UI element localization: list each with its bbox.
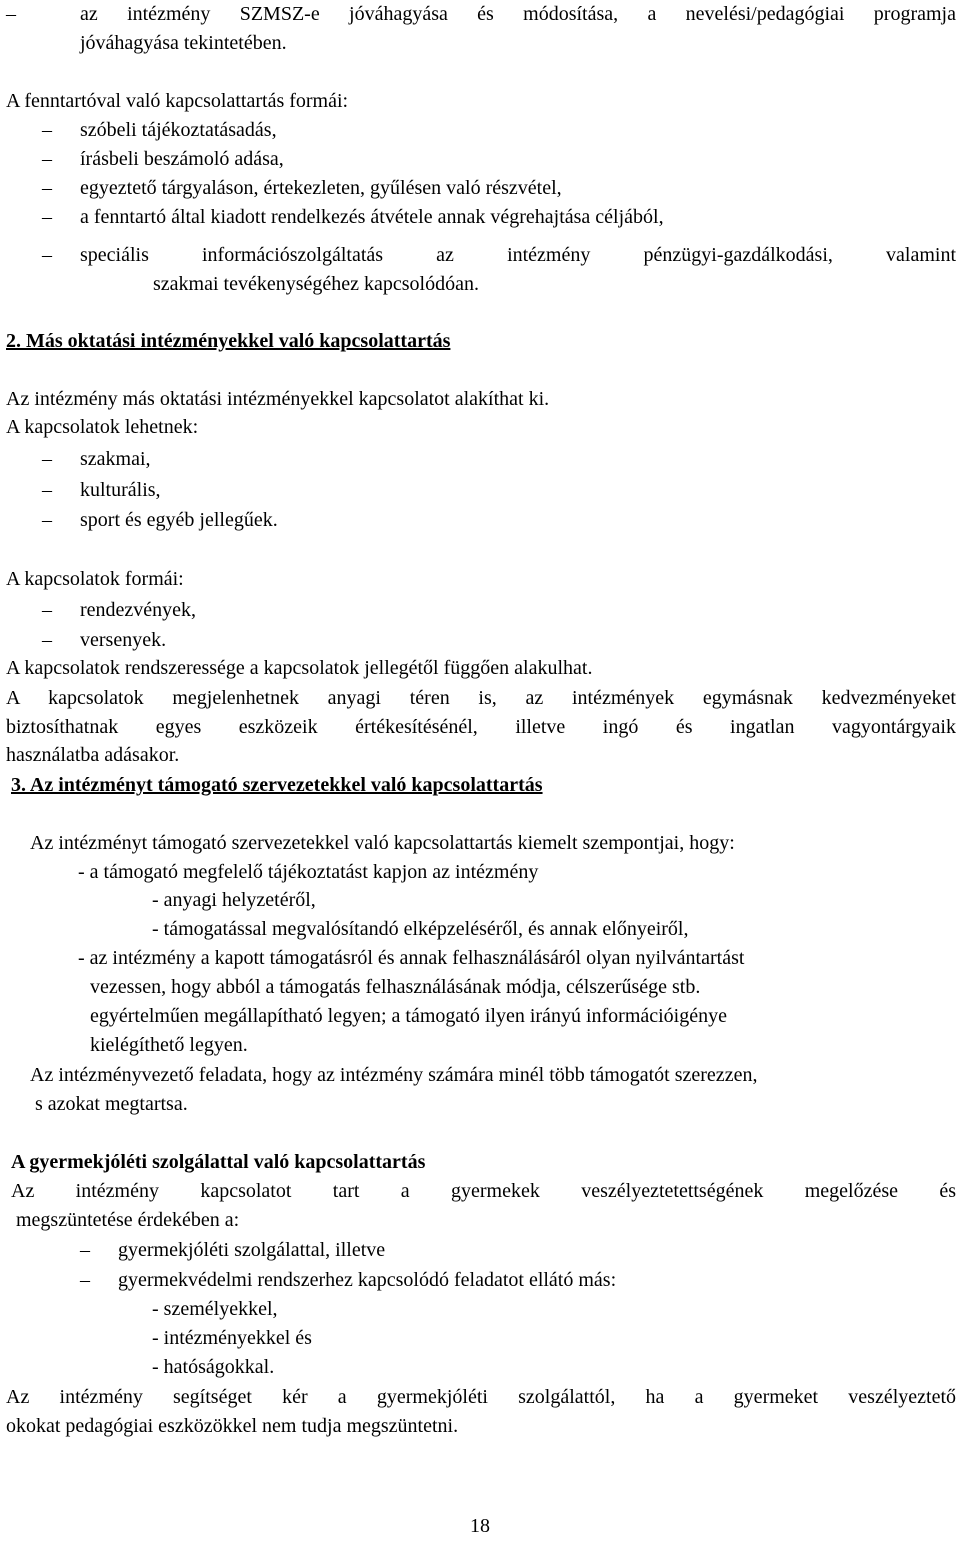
section3-line: - támogatással megvalósítandó elképzeléséről, és annak előnyeiről, bbox=[152, 918, 689, 940]
form-item: rendezvények, bbox=[80, 599, 197, 621]
kind-item: szakmai, bbox=[80, 448, 151, 470]
fenntarto-item: a fenntartó által kiadott rendelkezés átvétele annak végrehajtása céljából, bbox=[80, 206, 664, 228]
fenntarto-lead: A fenntartóval való kapcsolattartás formái: bbox=[6, 90, 349, 112]
section3-line: egyértelműen megállapítható legyen; a támogató ilyen irányú információigénye bbox=[90, 1005, 727, 1027]
bullet-dash: – bbox=[80, 1269, 90, 1291]
section3-heading: 3. Az intézményt támogató szervezetekkel való kapcsolattartás bbox=[11, 774, 543, 796]
section2-paragraph: A kapcsolatok megjelenhetnek anyagi téren is, az intézmények egymásnak kedvezményeket bbox=[6, 687, 956, 709]
section3-line: vezessen, hogy abból a támogatás felhasználásának módja, célszerűsége stb. bbox=[90, 976, 701, 998]
bullet-dash: – bbox=[42, 448, 52, 470]
section4-item: gyermekvédelmi rendszerhez kapcsolódó feladatot ellátó más: bbox=[118, 1269, 617, 1291]
section4-subitem: - személyekkel, bbox=[152, 1298, 278, 1320]
section3-line: - a támogató megfelelő tájékoztatást kapjon az intézmény bbox=[78, 861, 539, 883]
section3-line: kielégíthető legyen. bbox=[90, 1034, 248, 1056]
section2-paragraph: A kapcsolatok lehetnek: bbox=[6, 416, 199, 438]
kind-item: sport és egyéb jellegűek. bbox=[80, 509, 278, 531]
bullet-dash: – bbox=[80, 1239, 90, 1261]
fenntarto-item-cont: szakmai tevékenységéhez kapcsolódóan. bbox=[153, 273, 479, 295]
bullet-dash: – bbox=[42, 148, 52, 170]
bullet-dash: – bbox=[42, 509, 52, 531]
fenntarto-item: írásbeli beszámoló adása, bbox=[80, 148, 284, 170]
intro-item-line2: jóváhagyása tekintetében. bbox=[80, 32, 287, 54]
section2-paragraph: Az intézmény más oktatási intézményekkel kapcsolatot alakíthat ki. bbox=[6, 388, 550, 410]
bullet-dash: – bbox=[42, 177, 52, 199]
bullet-dash: – bbox=[6, 3, 16, 25]
section4-heading: A gyermekjóléti szolgálattal való kapcsolattartás bbox=[11, 1151, 426, 1173]
section4-item: gyermekjóléti szolgálattal, illetve bbox=[118, 1239, 386, 1261]
fenntarto-item: egyeztető tárgyaláson, értekezleten, gyűlésen való részvétel, bbox=[80, 177, 562, 199]
form-item: versenyek. bbox=[80, 629, 167, 651]
kind-item: kulturális, bbox=[80, 479, 161, 501]
fenntarto-item: szóbeli tájékoztatásadás, bbox=[80, 119, 277, 141]
section2-paragraph: használatba adásakor. bbox=[6, 744, 180, 766]
page-number: 18 bbox=[470, 1515, 490, 1537]
bullet-dash: – bbox=[42, 479, 52, 501]
section2-paragraph: A kapcsolatok rendszeressége a kapcsolatok jellegétől függően alakulhat. bbox=[6, 657, 593, 679]
section3-line: - az intézmény a kapott támogatásról és annak felhasználásáról olyan nyilvántartást bbox=[78, 947, 745, 969]
section2-paragraph: biztosíthatnak egyes eszközeik értékesítésénél, illetve ingó és ingatlan vagyontárgyaik bbox=[6, 716, 956, 738]
bullet-dash: – bbox=[42, 119, 52, 141]
section4-paragraph: megszüntetése érdekében a: bbox=[16, 1209, 240, 1231]
section3-line: Az intézményvezető feladata, hogy az intézmény számára minél több támogatót szerezzen, bbox=[30, 1064, 758, 1086]
bullet-dash: – bbox=[42, 599, 52, 621]
section4-paragraph: okokat pedagógiai eszközökkel nem tudja megszüntetni. bbox=[6, 1415, 459, 1437]
bullet-dash: – bbox=[42, 206, 52, 228]
fenntarto-item: speciális információszolgáltatás az intézmény pénzügyi-gazdálkodási, valamint bbox=[80, 244, 956, 266]
section4-paragraph: Az intézmény segítséget kér a gyermekjóléti szolgálattól, ha a gyermeket veszélyeztető bbox=[6, 1386, 956, 1408]
intro-item-line1: az intézmény SZMSZ-e jóváhagyása és módosítása, a nevelési/pedagógiai programja bbox=[80, 3, 956, 25]
section4-subitem: - hatóságokkal. bbox=[152, 1356, 275, 1378]
section3-lead: Az intézményt támogató szervezetekkel való kapcsolattartás kiemelt szempontjai, hogy: bbox=[30, 832, 735, 854]
section3-line: s azokat megtartsa. bbox=[35, 1093, 188, 1115]
section3-line: - anyagi helyzetéről, bbox=[152, 889, 316, 911]
section4-paragraph: Az intézmény kapcsolatot tart a gyermekek veszélyeztetettségének megelőzése és bbox=[11, 1180, 956, 1202]
forms-lead: A kapcsolatok formái: bbox=[6, 568, 184, 590]
section2-heading: 2. Más oktatási intézményekkel való kapcsolattartás bbox=[6, 330, 451, 352]
bullet-dash: – bbox=[42, 629, 52, 651]
section4-subitem: - intézményekkel és bbox=[152, 1327, 312, 1349]
bullet-dash: – bbox=[42, 244, 52, 266]
